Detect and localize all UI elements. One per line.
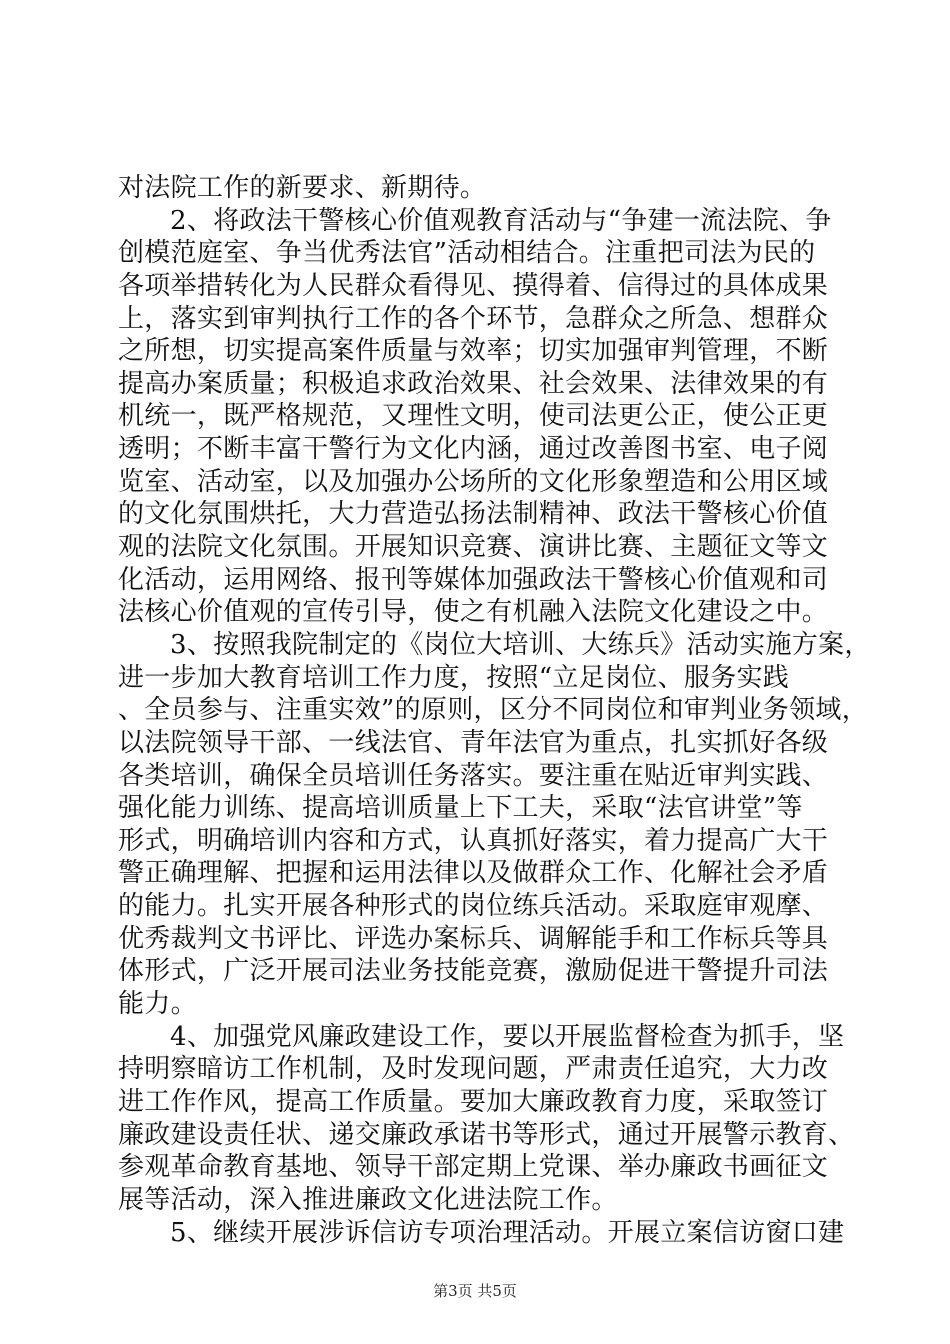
text-line: 对法院工作的新要求、新期待。 <box>118 173 487 203</box>
text-line-paragraph-3-start: 3、按照我院制定的《岗位大培训、大练兵》活动实施方案， <box>170 629 871 660</box>
text-line: 化活动，运用网络、报刊等媒体加强政法干警核心价值观和司 <box>118 564 829 595</box>
text-line: 优秀裁判文书评比、评选办案标兵、调解能手和工作标兵等具 <box>118 923 829 954</box>
text-line: 各项举措转化为人民群众看得见、摸得着、信得过的具体成果 <box>118 270 829 301</box>
text-line: 进工作作风，提高工作质量。要加大廉政教育力度，采取签订 <box>118 1086 829 1117</box>
text-line: 览室、活动室，以及加强办公场所的文化形象塑造和公用区域 <box>118 466 829 497</box>
text-line: 进一步加大教育培训工作力度，按照“立足岗位、服务实践 <box>118 662 790 693</box>
text-line: 观的法院文化氛围。开展知识竞赛、演讲比赛、主题征文等文 <box>118 532 829 563</box>
text-line: 形式，明确培训内容和方式，认真抓好落实，着力提高广大干 <box>118 825 829 856</box>
text-line: 上，落实到审判执行工作的各个环节，急群众之所急、想群众 <box>118 303 829 334</box>
text-line: 参观革命教育基地、领导干部定期上党课、举办廉政书画征文 <box>118 1152 829 1183</box>
text-line: 提高办案质量；积极追求政治效果、社会效果、法律效果的有 <box>118 368 829 399</box>
text-line: 展等活动，深入推进廉政文化进法院工作。 <box>118 1184 618 1215</box>
text-line: 廉政建设责任状、递交廉政承诺书等形式，通过开展警示教育、 <box>118 1119 855 1150</box>
document-body <box>118 172 871 1249</box>
text-line: 以法院领导干部、一线法官、青年法官为重点，扎实抓好各级 <box>118 727 829 758</box>
text-line: 透明；不断丰富干警行为文化内涵，通过改善图书室、电子阅 <box>118 434 829 465</box>
text-line: 机统一，既严格规范，又理性文明，使司法更公正，使公正更 <box>118 401 829 432</box>
text-line: 能力。 <box>118 989 197 1020</box>
text-line: 、全员参与、注重实效”的原则，区分不同岗位和审判业务领域， <box>118 695 868 726</box>
text-line: 各类培训，确保全员培训任务落实。要注重在贴近审判实践、 <box>118 760 829 791</box>
text-line: 警正确理解、把握和运用法律以及做群众工作、化解社会矛盾 <box>118 858 829 889</box>
text-line-paragraph-2-start: 2、将政法干警核心价值观教育活动与“争建一流法院、争 <box>170 205 832 236</box>
text-line: 持明察暗访工作机制，及时发现问题，严肃责任追究，大力改 <box>118 1054 829 1085</box>
text-line: 创模范庭室、争当优秀法官”活动相结合。注重把司法为民的 <box>118 238 816 269</box>
text-line: 的文化氛围烘托，大力营造弘扬法制精神、政法干警核心价值 <box>118 499 829 530</box>
text-line: 法核心价值观的宣传引导，使之有机融入法院文化建设之中。 <box>118 597 829 628</box>
text-line: 之所想，切实提高案件质量与效率；切实加强审判管理，不断 <box>118 336 829 367</box>
page-number-footer: 第3页 共5页 <box>433 1282 517 1300</box>
text-line-paragraph-5-start: 5、继续开展涉诉信访专项治理活动。开展立案信访窗口建 <box>170 1217 845 1248</box>
text-line: 体形式，广泛开展司法业务技能竞赛，激励促进干警提升司法 <box>118 956 829 987</box>
text-line-paragraph-4-start: 4、加强党风廉政建设工作，要以开展监督检查为抓手，坚 <box>170 1021 845 1052</box>
text-line: 的能力。扎实开展各种形式的岗位练兵活动。采取庭审观摩、 <box>118 891 829 922</box>
text-line: 强化能力训练、提高培训质量上下工夫，采取“法官讲堂”等 <box>118 793 803 824</box>
